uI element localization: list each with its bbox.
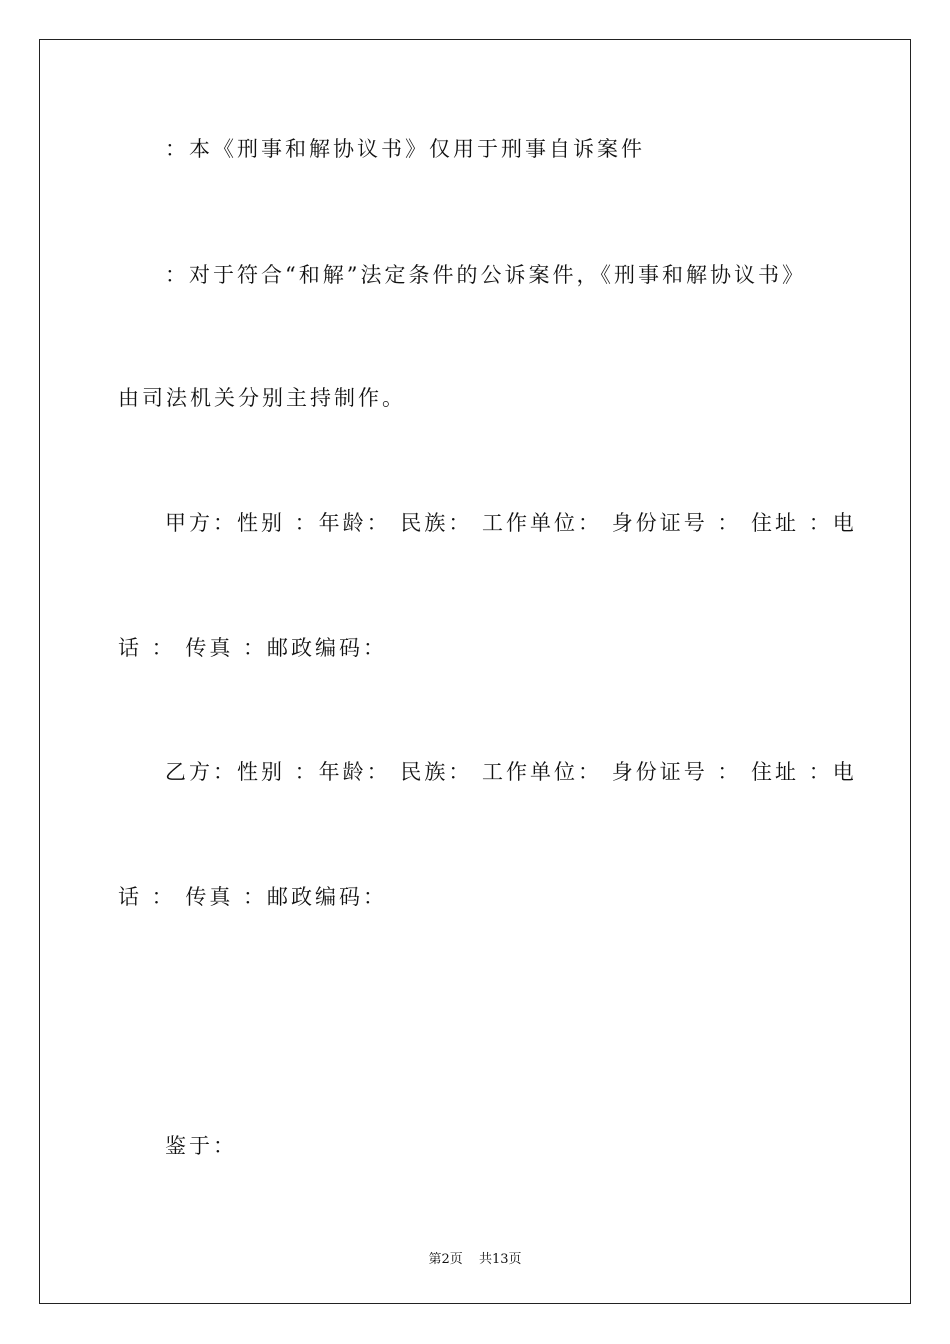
page-border (39, 39, 911, 1304)
party-b-info: 乙方：性别 ：年龄： 民族： 工作单位： 身份证号 ： 住址 ：电 (165, 760, 857, 784)
page-footer (0, 1248, 950, 1267)
page-number: 第2页 (428, 1252, 463, 1267)
party-a-info: 甲方：性别 ：年龄： 民族： 工作单位： 身份证号 ： 住址 ：电 (165, 511, 857, 535)
party-a-contact: 话 ： 传真 ：邮政编码： (118, 636, 388, 660)
party-b-contact: 话 ： 传真 ：邮政编码： (118, 885, 388, 909)
whereas-heading: 鉴于： (165, 1134, 237, 1158)
paragraph-scope-note: ：本《刑事和解协议书》仅用于刑事自诉案件 (165, 137, 645, 161)
paragraph-public-prosecution-note: ：对于符合“和解”法定条件的公诉案件，《刑事和解协议书》 (165, 263, 806, 287)
page-total: 共13页 (478, 1252, 522, 1267)
paragraph-continuation: 由司法机关分别主持制作。 (118, 386, 406, 410)
